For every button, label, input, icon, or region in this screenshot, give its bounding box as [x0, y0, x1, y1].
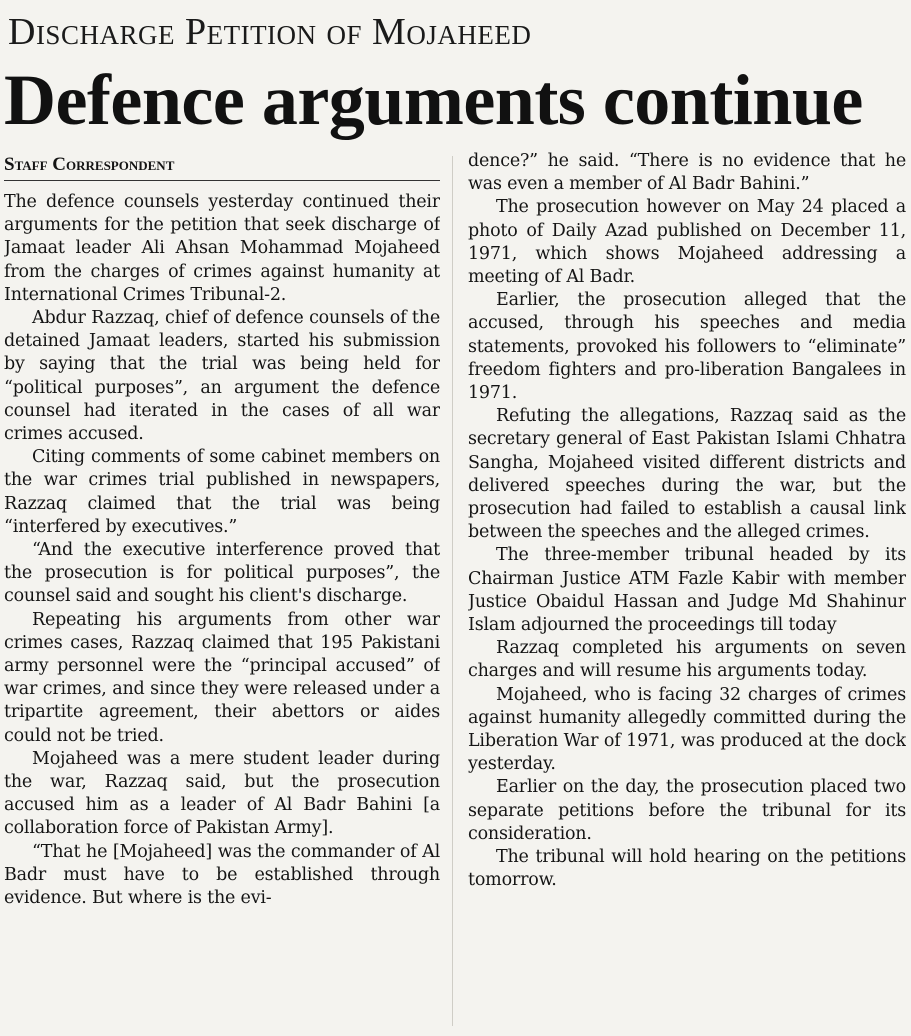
article-paragraph: Repeating his arguments from other war crimes cases, Razzaq claimed that 195 Pakistani army personnel were the “principal accused” of war crimes, and since they were released under a tripartite agreement, their abettors or aides could not be tried.: [4, 609, 440, 746]
article-kicker: Discharge Petition of Mojaheed: [8, 11, 532, 53]
article-paragraph: Abdur Razzaq, chief of defence counsels of the detained Jamaat leaders, started his submission by saying that the trial was being held for “political purposes”, an argument the defence counsel had iterated in the cases of all war crimes accused.: [4, 308, 440, 445]
article-paragraph: “And the executive interference proved that the prosecution is for political purposes”, the counsel said and sought his client's discharge.: [4, 540, 440, 607]
article-column-left: [4, 150, 440, 1030]
article-paragraph: “That he [Mojaheed] was the commander of Al Badr must have to be established through evidence. But where is the evi-: [4, 841, 440, 909]
article-paragraph: The defence counsels yesterday continued their arguments for the petition that seek discharge of Jamaat leader Ali Ahsan Mohammad Mojaheed from the charges of crimes against humanity at International Crimes Tribunal-2.: [4, 192, 440, 305]
article-paragraph: Refuting the allegations, Razzaq said as the secretary general of East Pakistan Islami Chhatra Sangha, Mojaheed visited different districts and delivered speeches during the war, but the prosecution had failed to establish a causal link between the speeches and the alleged crimes.: [468, 406, 906, 543]
article-paragraph: dence?” he said. “There is no evidence that he was even a member of Al Badr Bahini.”: [468, 151, 906, 195]
article-column-right: [468, 150, 906, 1030]
article-paragraph: The tribunal will hold hearing on the petitions tomorrow.: [468, 847, 906, 891]
article-byline: Staff Correspondent: [4, 150, 440, 181]
article-paragraph: Razzaq completed his arguments on seven charges and will resume his arguments today.: [468, 638, 906, 682]
article-paragraph: Earlier, the prosecution alleged that the accused, through his speeches and media statements, provoked his followers to “eliminate” freedom fighters and pro-liberation Bangalees in 1971.: [468, 290, 906, 404]
article-paragraph: Citing comments of some cabinet members on the war crimes trial published in newspapers, Razzaq claimed that the trial was being “interfered by executives.”: [4, 447, 440, 537]
article-headline: Defence arguments continue: [4, 60, 863, 140]
article-paragraph: The prosecution however on May 24 placed a photo of Daily Azad published on December 11, 1971, which shows Mojaheed addressing a meeting of Al Badr.: [468, 197, 906, 288]
article-paragraph: Mojaheed was a mere student leader during the war, Razzaq said, but the prosecution accused him as a leader of Al Badr Bahini [a collaboration force of Pakistan Army].: [4, 748, 440, 839]
article-paragraph: The three-member tribunal headed by its Chairman Justice ATM Fazle Kabir with member Justice Obaidul Hassan and Judge Md Shahinur Islam adjourned the proceedings till today: [468, 545, 906, 636]
column-divider: [452, 156, 453, 1026]
article-paragraph: Mojaheed, who is facing 32 charges of crimes against humanity allegedly committed during the Liberation War of 1971, was produced at the dock yesterday.: [468, 684, 906, 775]
article-paragraph: Earlier on the day, the prosecution placed two separate petitions before the tribunal for its consideration.: [468, 777, 906, 844]
